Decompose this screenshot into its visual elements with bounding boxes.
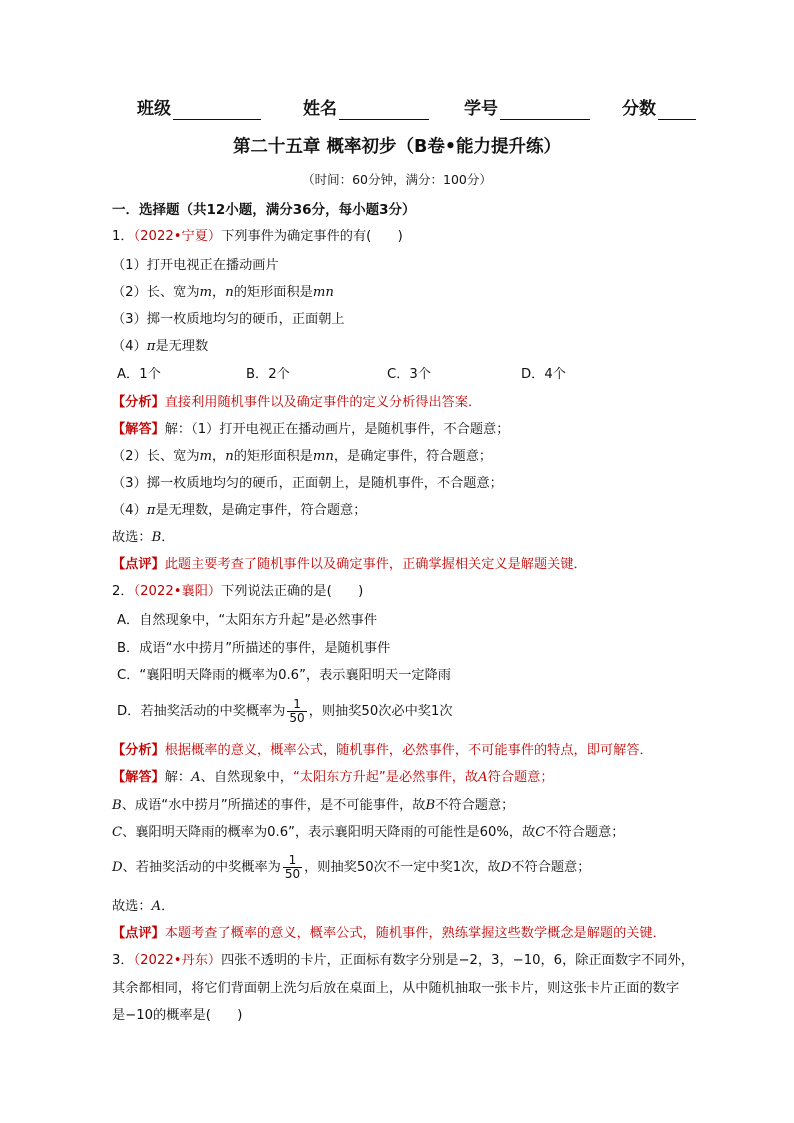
- q1-text: 下列事件为确定事件的有( ): [221, 229, 403, 244]
- q2-solution-a: 【解答】解：A、自然现象中，“太阳东方升起”是必然事件，故A符合题意；: [112, 770, 554, 785]
- id-field: [464, 98, 590, 120]
- q1-solution-2: （2）长、宽为m，n的矩形面积是mn，是确定事件，符合题意；: [112, 449, 493, 464]
- q2-comment: 【点评】本题考查了概率的意义，概率公式，随机事件，熟练掌握这些数学概念是解题的关键．: [112, 926, 666, 941]
- name-field: [303, 98, 429, 120]
- q2-answer: 故选：A．: [112, 899, 175, 914]
- q2-analysis: 【分析】根据概率的意义，概率公式，随机事件，必然事件，不可能事件的特点，即可解答．: [112, 743, 653, 758]
- q1-item-2: （2）长、宽为m，n的矩形面积是mn: [112, 285, 334, 300]
- q2-option-a[interactable]: A．自然现象中，“太阳东方升起”是必然事件: [117, 613, 378, 628]
- student-info-header: [0, 98, 794, 122]
- name-label: 姓名: [303, 99, 337, 119]
- score-blank[interactable]: [658, 102, 696, 120]
- class-blank[interactable]: [173, 102, 261, 120]
- page-title: 第二十五章 概率初步（B卷•能力提升练）: [232, 137, 562, 157]
- page-subtitle: （时间：60分钟，满分：100分）: [302, 172, 492, 187]
- q1-solution-1: 【解答】解：（1）打开电视正在播动画片，是随机事件，不合题意；: [112, 422, 510, 437]
- q1-source: （2022•宁夏）: [133, 229, 222, 244]
- q2-solution-d: D、若抽奖活动的中奖概率为 $\frac{1}{50}$ ，则抽奖50次不一定中奖1次，故D不符合题意；: [112, 852, 591, 881]
- q3-stem-line-3: 是−10的概率是( ): [112, 1008, 243, 1023]
- q1-item-3: （3）掷一枚质地均匀的硬币，正面朝上: [112, 312, 345, 327]
- fraction-1-50: $\frac{1}{50}$: [289, 696, 305, 725]
- score-label: 分数: [622, 99, 656, 119]
- q3-stem-line-1: 3．（2022•丹东）四张不透明的卡片，正面标有数字分别是−2，3，−10，6，除正面数字不同外，: [112, 953, 694, 968]
- q2-option-d[interactable]: D．若抽奖活动的中奖概率为 $\frac{1}{50}$ ，则抽奖50次必中奖1次: [117, 696, 453, 725]
- q1-solution-4: （4）π是无理数，是确定事件，符合题意；: [112, 503, 367, 518]
- q2-solution-b: B、成语“水中捞月”所描述的事件，是不可能事件，故B不符合题意；: [112, 798, 515, 813]
- class-field: [137, 98, 261, 120]
- fraction-1-50-solution: $\frac{1}{50}$: [284, 852, 301, 881]
- q1-option-b[interactable]: B．2个: [246, 367, 290, 382]
- q1-option-a[interactable]: A．1个: [117, 367, 161, 382]
- q1-answer: 故选：B．: [112, 530, 175, 545]
- q3-source: （2022•丹东）: [133, 953, 222, 968]
- q2-stem: 2．（2022•襄阳）下列说法正确的是( ): [112, 584, 364, 599]
- q1-stem: [112, 228, 403, 246]
- q1-comment: 【点评】此题主要考查了随机事件以及确定事件，正确掌握相关定义是解题关键．: [112, 557, 587, 572]
- q2-source: （2022•襄阳）: [133, 584, 222, 599]
- q1-item-4: （4）π是无理数: [112, 339, 209, 354]
- section-heading: 一．选择题（共12小题，满分36分，每小题3分）: [112, 202, 416, 218]
- name-blank[interactable]: [339, 102, 429, 120]
- q3-stem-line-2: 其余都相同，将它们背面朝上洗匀后放在桌面上，从中随机抽取一张卡片，则这张卡片正面的数字: [112, 981, 680, 996]
- class-label: 班级: [137, 99, 171, 119]
- q1-item-1: （1）打开电视正在播动画片: [112, 258, 279, 273]
- score-field: [622, 98, 696, 120]
- q1-option-c[interactable]: C．3个: [387, 367, 431, 382]
- id-label: 学号: [464, 99, 498, 119]
- q2-option-c[interactable]: C．“襄阳明天降雨的概率为0.6”，表示襄阳明天一定降雨: [117, 668, 451, 683]
- q1-solution-3: （3）掷一枚质地均匀的硬币，正面朝上，是随机事件，不合题意；: [112, 476, 503, 491]
- q2-option-b[interactable]: B．成语“水中捞月”所描述的事件，是随机事件: [117, 641, 391, 656]
- q2-solution-c: C、襄阳明天降雨的概率为0.6”，表示襄阳明天降雨的可能性是60%，故C不符合题意；: [112, 825, 625, 840]
- id-blank[interactable]: [500, 102, 590, 120]
- q1-option-d[interactable]: D．4个: [521, 367, 566, 382]
- q1-analysis: 【分析】直接利用随机事件以及确定事件的定义分析得出答案．: [112, 395, 482, 410]
- q1-number: 1．: [112, 229, 134, 244]
